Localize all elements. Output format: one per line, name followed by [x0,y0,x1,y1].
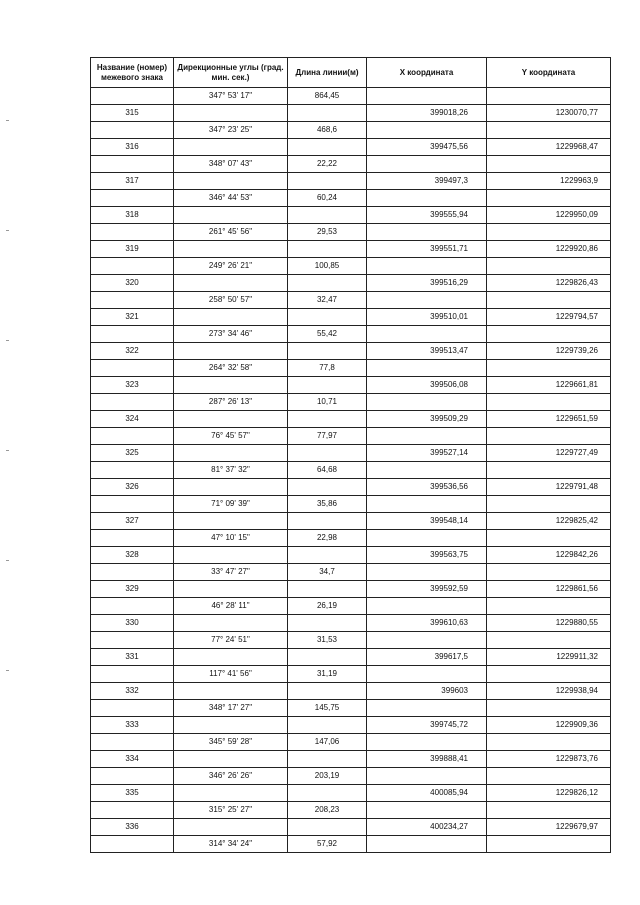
y-coordinate-cell [487,836,611,853]
point-name-cell: 325 [91,445,174,462]
point-name-cell [91,700,174,717]
y-coordinate-cell [487,428,611,445]
length-cell: 208,23 [288,802,367,819]
table-row-segment [91,598,611,615]
point-name-cell: 334 [91,751,174,768]
x-coordinate-cell [367,598,487,615]
y-coordinate-cell [487,360,611,377]
table-row-point [91,343,611,360]
point-name-cell [91,122,174,139]
y-coordinate-cell: 1229679,97 [487,819,611,836]
angle-cell [174,173,288,190]
angle-cell [174,207,288,224]
x-coordinate-cell: 399555,94 [367,207,487,224]
point-name-cell: 329 [91,581,174,598]
length-cell: 31,53 [288,632,367,649]
angle-cell [174,649,288,666]
angle-cell [174,275,288,292]
x-coordinate-cell [367,632,487,649]
y-coordinate-cell [487,530,611,547]
point-name-cell: 326 [91,479,174,496]
y-coordinate-cell [487,700,611,717]
x-coordinate-cell [367,292,487,309]
x-coordinate-cell: 399510,01 [367,309,487,326]
y-coordinate-cell: 1229791,48 [487,479,611,496]
point-name-cell: 318 [91,207,174,224]
angle-cell: 261° 45' 56" [174,224,288,241]
point-name-cell [91,530,174,547]
y-coordinate-cell: 1229861,56 [487,581,611,598]
angle-cell [174,751,288,768]
y-coordinate-cell [487,734,611,751]
y-coordinate-cell [487,326,611,343]
point-name-cell: 336 [91,819,174,836]
y-coordinate-cell [487,156,611,173]
x-coordinate-cell [367,88,487,105]
table-row-point [91,547,611,564]
point-name-cell: 333 [91,717,174,734]
length-cell: 32,47 [288,292,367,309]
point-name-cell: 328 [91,547,174,564]
y-coordinate-cell: 1229651,59 [487,411,611,428]
table-row-point [91,581,611,598]
table-row-point [91,241,611,258]
x-coordinate-cell [367,326,487,343]
point-name-cell: 323 [91,377,174,394]
x-coordinate-cell [367,768,487,785]
point-name-cell [91,462,174,479]
y-coordinate-cell [487,394,611,411]
y-coordinate-cell [487,88,611,105]
angle-cell: 314° 34' 24" [174,836,288,853]
header-angle: Дирекционные углы (град. мин. сек.) [174,58,288,88]
length-cell: 35,86 [288,496,367,513]
x-coordinate-cell [367,156,487,173]
y-coordinate-cell: 1229880,55 [487,615,611,632]
point-name-cell [91,564,174,581]
header-x: X координата [367,58,487,88]
point-name-cell: 330 [91,615,174,632]
angle-cell: 348° 07' 43" [174,156,288,173]
y-coordinate-cell [487,122,611,139]
table-row-point [91,751,611,768]
x-coordinate-cell: 400085,94 [367,785,487,802]
table-row-segment [91,122,611,139]
y-coordinate-cell [487,666,611,683]
x-coordinate-cell: 399888,41 [367,751,487,768]
table-row-segment [91,496,611,513]
angle-cell [174,683,288,700]
point-name-cell: 327 [91,513,174,530]
y-coordinate-cell [487,564,611,581]
x-coordinate-cell [367,122,487,139]
x-coordinate-cell [367,428,487,445]
x-coordinate-cell: 399536,56 [367,479,487,496]
length-cell [288,615,367,632]
x-coordinate-cell [367,258,487,275]
angle-cell [174,547,288,564]
length-cell: 10,71 [288,394,367,411]
x-coordinate-cell: 399527,14 [367,445,487,462]
angle-cell: 71° 09' 39" [174,496,288,513]
y-coordinate-cell [487,462,611,479]
y-coordinate-cell: 1229825,42 [487,513,611,530]
point-name-cell [91,802,174,819]
angle-cell: 287° 26' 13" [174,394,288,411]
angle-cell [174,343,288,360]
x-coordinate-cell: 399516,29 [367,275,487,292]
point-name-cell: 320 [91,275,174,292]
table-row-segment [91,156,611,173]
angle-cell: 258° 50' 57" [174,292,288,309]
table-row-segment [91,428,611,445]
angle-cell [174,819,288,836]
x-coordinate-cell [367,224,487,241]
point-name-cell [91,632,174,649]
length-cell [288,207,367,224]
table-row-point [91,615,611,632]
table-row-segment [91,632,611,649]
table-row-point [91,207,611,224]
angle-cell: 347° 53' 17" [174,88,288,105]
y-coordinate-cell: 1229963,9 [487,173,611,190]
length-cell: 100,85 [288,258,367,275]
length-cell: 147,06 [288,734,367,751]
length-cell [288,683,367,700]
table-row-point [91,309,611,326]
x-coordinate-cell: 399475,56 [367,139,487,156]
table-row-segment [91,224,611,241]
table-row-segment [91,88,611,105]
angle-cell: 46° 28' 11" [174,598,288,615]
length-cell [288,343,367,360]
x-coordinate-cell: 399509,29 [367,411,487,428]
point-name-cell [91,360,174,377]
table-row-segment [91,326,611,343]
y-coordinate-cell: 1229794,57 [487,309,611,326]
angle-cell [174,377,288,394]
point-name-cell: 316 [91,139,174,156]
point-name-cell: 321 [91,309,174,326]
x-coordinate-cell: 399610,63 [367,615,487,632]
length-cell: 60,24 [288,190,367,207]
point-name-cell: 319 [91,241,174,258]
angle-cell [174,785,288,802]
table-row-point [91,275,611,292]
length-cell: 26,19 [288,598,367,615]
table-row-segment [91,360,611,377]
length-cell: 468,6 [288,122,367,139]
length-cell: 22,98 [288,530,367,547]
table-row-segment [91,802,611,819]
x-coordinate-cell: 399563,75 [367,547,487,564]
y-coordinate-cell: 1229739,26 [487,343,611,360]
table-row-point [91,513,611,530]
x-coordinate-cell [367,530,487,547]
table-row-segment [91,292,611,309]
point-name-cell [91,326,174,343]
table-row-segment [91,666,611,683]
length-cell [288,411,367,428]
length-cell: 77,8 [288,360,367,377]
x-coordinate-cell [367,836,487,853]
table-row-segment [91,836,611,853]
length-cell: 77,97 [288,428,367,445]
x-coordinate-cell: 399548,14 [367,513,487,530]
length-cell [288,445,367,462]
x-coordinate-cell [367,394,487,411]
table-header-row [91,58,611,88]
point-name-cell [91,224,174,241]
point-name-cell: 331 [91,649,174,666]
angle-cell: 345° 59' 28" [174,734,288,751]
length-cell [288,241,367,258]
angle-cell [174,717,288,734]
angle-cell: 249° 26' 21" [174,258,288,275]
x-coordinate-cell [367,564,487,581]
point-name-cell [91,394,174,411]
length-cell: 57,92 [288,836,367,853]
y-coordinate-cell [487,190,611,207]
table-row-point [91,819,611,836]
angle-cell: 77° 24' 51" [174,632,288,649]
angle-cell: 264° 32' 58" [174,360,288,377]
point-name-cell: 322 [91,343,174,360]
length-cell [288,377,367,394]
y-coordinate-cell: 1229826,12 [487,785,611,802]
length-cell [288,751,367,768]
y-coordinate-cell [487,258,611,275]
y-coordinate-cell: 1229873,76 [487,751,611,768]
angle-cell [174,581,288,598]
x-coordinate-cell: 399603 [367,683,487,700]
length-cell [288,275,367,292]
x-coordinate-cell: 399551,71 [367,241,487,258]
x-coordinate-cell: 399513,47 [367,343,487,360]
length-cell [288,309,367,326]
length-cell: 31,19 [288,666,367,683]
angle-cell: 33° 47' 27" [174,564,288,581]
length-cell: 145,75 [288,700,367,717]
length-cell [288,649,367,666]
point-name-cell [91,836,174,853]
length-cell: 864,45 [288,88,367,105]
x-coordinate-cell: 400234,27 [367,819,487,836]
header-length: Длина линии(м) [288,58,367,88]
table-row-point [91,785,611,802]
table-row-point [91,139,611,156]
point-name-cell: 332 [91,683,174,700]
y-coordinate-cell [487,496,611,513]
point-name-cell [91,666,174,683]
angle-cell [174,445,288,462]
point-name-cell [91,428,174,445]
length-cell: 34,7 [288,564,367,581]
point-name-cell [91,156,174,173]
x-coordinate-cell [367,462,487,479]
table-row-segment [91,530,611,547]
angle-cell: 315° 25' 27" [174,802,288,819]
y-coordinate-cell [487,598,611,615]
angle-cell: 273° 34' 46" [174,326,288,343]
angle-cell [174,241,288,258]
table-row-segment [91,462,611,479]
table-row-segment [91,190,611,207]
point-name-cell [91,88,174,105]
table-row-segment [91,734,611,751]
y-coordinate-cell: 1229950,09 [487,207,611,224]
y-coordinate-cell [487,224,611,241]
table-body [91,88,611,853]
table-row-point [91,105,611,122]
point-name-cell: 324 [91,411,174,428]
angle-cell [174,139,288,156]
x-coordinate-cell [367,496,487,513]
angle-cell: 347° 23' 25" [174,122,288,139]
x-coordinate-cell: 399617,5 [367,649,487,666]
angle-cell [174,411,288,428]
length-cell [288,785,367,802]
angle-cell: 81° 37' 32" [174,462,288,479]
length-cell: 64,68 [288,462,367,479]
y-coordinate-cell [487,768,611,785]
length-cell: 29,53 [288,224,367,241]
y-coordinate-cell [487,632,611,649]
y-coordinate-cell: 1229661,81 [487,377,611,394]
point-name-cell [91,258,174,275]
length-cell [288,547,367,564]
length-cell: 22,22 [288,156,367,173]
table-row-segment [91,258,611,275]
y-coordinate-cell: 1230070,77 [487,105,611,122]
y-coordinate-cell [487,802,611,819]
x-coordinate-cell: 399497,3 [367,173,487,190]
length-cell: 203,19 [288,768,367,785]
x-coordinate-cell [367,700,487,717]
x-coordinate-cell [367,666,487,683]
y-coordinate-cell: 1229968,47 [487,139,611,156]
length-cell [288,513,367,530]
angle-cell: 346° 26' 26" [174,768,288,785]
x-coordinate-cell [367,360,487,377]
x-coordinate-cell: 399506,08 [367,377,487,394]
header-name: Название (номер) межевого знака [91,58,174,88]
boundary-coordinates-table [90,57,611,853]
table-row-segment [91,768,611,785]
point-name-cell: 335 [91,785,174,802]
table-row-point [91,445,611,462]
y-coordinate-cell: 1229911,32 [487,649,611,666]
point-name-cell [91,768,174,785]
x-coordinate-cell [367,734,487,751]
table-row-segment [91,564,611,581]
point-name-cell: 315 [91,105,174,122]
point-name-cell [91,734,174,751]
length-cell [288,581,367,598]
angle-cell: 47° 10' 15" [174,530,288,547]
angle-cell: 76° 45' 57" [174,428,288,445]
y-coordinate-cell: 1229826,43 [487,275,611,292]
angle-cell: 117° 41' 56" [174,666,288,683]
point-name-cell: 317 [91,173,174,190]
length-cell [288,139,367,156]
table-row-segment [91,700,611,717]
angle-cell: 348° 17' 27" [174,700,288,717]
point-name-cell [91,292,174,309]
length-cell [288,173,367,190]
y-coordinate-cell [487,292,611,309]
angle-cell [174,309,288,326]
point-name-cell [91,496,174,513]
point-name-cell [91,190,174,207]
x-coordinate-cell: 399018,26 [367,105,487,122]
y-coordinate-cell: 1229909,36 [487,717,611,734]
table-row-point [91,683,611,700]
length-cell [288,479,367,496]
y-coordinate-cell: 1229727,49 [487,445,611,462]
table-row-point [91,717,611,734]
table-row-point [91,377,611,394]
length-cell [288,105,367,122]
y-coordinate-cell: 1229842,26 [487,547,611,564]
table-row-point [91,173,611,190]
table-row-point [91,411,611,428]
x-coordinate-cell: 399745,72 [367,717,487,734]
length-cell [288,819,367,836]
angle-cell [174,513,288,530]
table-row-point [91,479,611,496]
y-coordinate-cell: 1229920,86 [487,241,611,258]
length-cell [288,717,367,734]
header-y: Y координата [487,58,611,88]
angle-cell [174,479,288,496]
length-cell: 55,42 [288,326,367,343]
x-coordinate-cell: 399592,59 [367,581,487,598]
angle-cell [174,105,288,122]
angle-cell [174,615,288,632]
table-row-point [91,649,611,666]
x-coordinate-cell [367,190,487,207]
angle-cell: 346° 44' 53" [174,190,288,207]
point-name-cell [91,598,174,615]
x-coordinate-cell [367,802,487,819]
table-row-segment [91,394,611,411]
y-coordinate-cell: 1229938,94 [487,683,611,700]
